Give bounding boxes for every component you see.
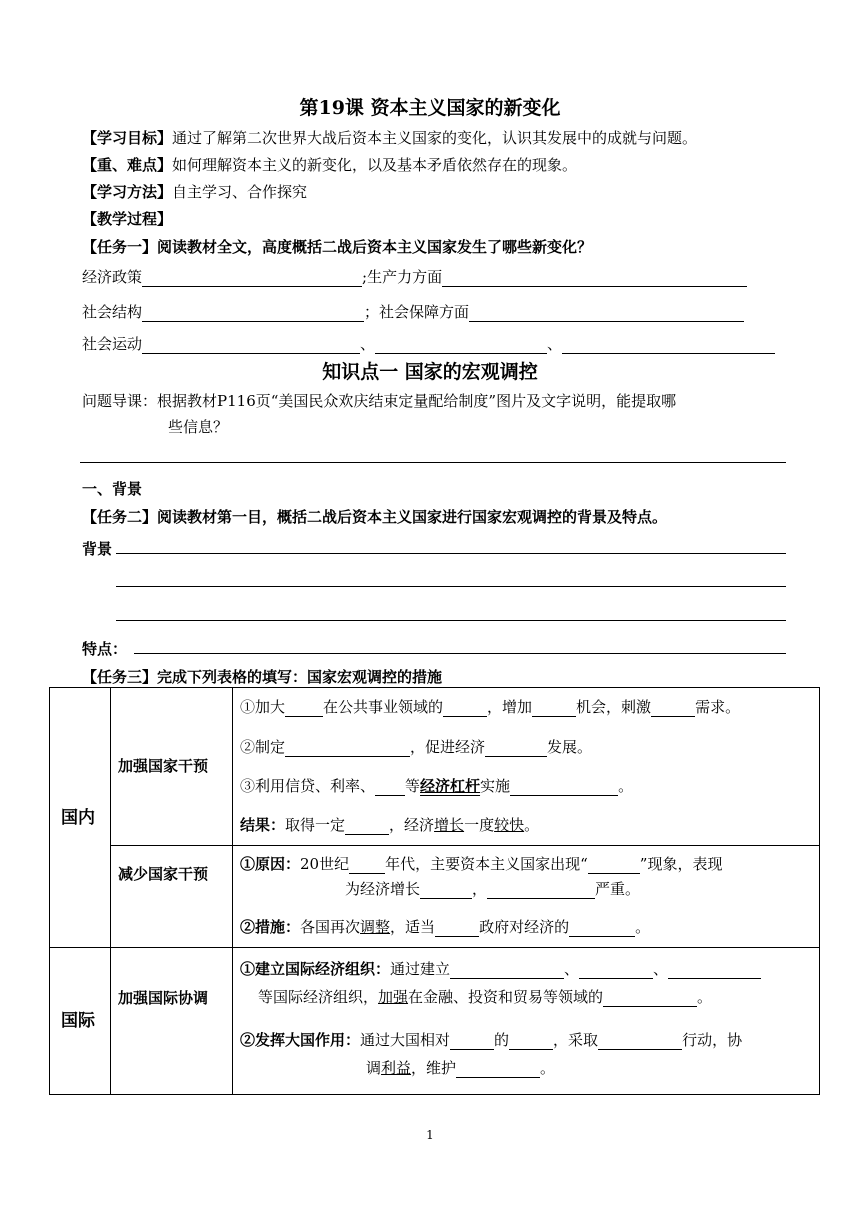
text: ②制定 (240, 738, 286, 756)
method-label: 【学习方法】 (82, 183, 173, 201)
blank[interactable] (579, 963, 653, 979)
text: 的 (494, 1031, 510, 1049)
blank[interactable] (420, 883, 472, 899)
blank[interactable] (487, 883, 595, 899)
task3-heading (82, 666, 442, 687)
social-movement-blank-1[interactable] (142, 338, 360, 354)
task3-text: 完成下列表格的填写：国家宏观调控的措施 (157, 668, 443, 686)
text: ”现象，表现 (639, 855, 723, 873)
text: ，促进经济 (410, 738, 486, 756)
key-points (82, 154, 577, 175)
text: 政府对经济的 (479, 918, 570, 936)
task1-text: 阅读教材全文，高度概括二战后资本主义国家发生了哪些新变化？ (157, 238, 593, 256)
guide-text-1: 根据教材P116页“美国民众欢庆结束定量配给制度”图片及文字说明，能提取哪 (157, 392, 677, 410)
text: ，经济 (389, 816, 435, 834)
task2-label: 【任务二】 (82, 508, 158, 526)
international-header: 国际 (61, 1011, 95, 1031)
text: ， (472, 880, 488, 898)
blank[interactable] (285, 741, 410, 757)
text: 等国际经济组织， (258, 988, 379, 1006)
section-background: 一、背景 (82, 480, 143, 498)
blank[interactable] (345, 819, 389, 835)
task1-row1 (82, 266, 747, 287)
social-security-blank[interactable] (469, 306, 744, 322)
text: 调 (366, 1059, 382, 1077)
measure-row-4 (240, 814, 539, 835)
econ-policy-blank[interactable] (142, 271, 362, 287)
task3-label: 【任务三】 (82, 668, 158, 686)
text: 通过大国相对 (360, 1031, 451, 1049)
strengthen-intervention-label: 加强国家干预 (118, 757, 209, 775)
measure-row-7 (240, 958, 761, 979)
guide-label: 问题导课： (82, 392, 158, 410)
text: 年代，主要资本主义国家出现“ (385, 855, 588, 873)
blank[interactable] (485, 741, 547, 757)
blank[interactable] (450, 963, 564, 979)
text: 实施 (480, 777, 511, 795)
text: 发展。 (547, 738, 593, 756)
text: 较快 (494, 816, 525, 834)
reduce-intervention-label: 减少国家干预 (118, 865, 209, 883)
background-blank-1[interactable] (116, 553, 786, 554)
blank[interactable] (569, 921, 635, 937)
measure-row-8b (366, 1057, 555, 1078)
blank[interactable] (435, 921, 479, 937)
key-points-text: 如何理解资本主义的新变化，以及基本矛盾依然存在的现象。 (172, 156, 578, 174)
measure-row-6 (240, 916, 650, 937)
measure-row-1 (240, 696, 740, 717)
blank[interactable] (598, 1034, 682, 1050)
blank[interactable] (651, 701, 695, 717)
blank[interactable] (285, 701, 323, 717)
blank[interactable] (509, 1034, 553, 1050)
text: 、 (653, 960, 669, 978)
learning-objectives (82, 127, 697, 148)
measures-label: ②措施： (240, 918, 301, 936)
objectives-label: 【学习目标】 (82, 129, 173, 147)
text: 增长 (434, 816, 465, 834)
table-divider (110, 687, 111, 1095)
measure-row-8 (240, 1029, 742, 1050)
table-divider (110, 845, 820, 846)
result-label: 结果： (240, 816, 286, 834)
table-divider (232, 687, 233, 1095)
measure-row-3 (240, 775, 633, 796)
text: 行动，协 (682, 1031, 743, 1049)
text: 机会，刺激 (576, 698, 652, 716)
social-structure-blank[interactable] (142, 306, 364, 322)
text: ，增加 (487, 698, 533, 716)
blank[interactable] (443, 701, 487, 717)
learning-method (82, 181, 307, 202)
social-movement-blank-2[interactable] (375, 338, 547, 354)
blank[interactable] (532, 701, 576, 717)
economic-lever-term: 经济杠杆 (420, 777, 481, 795)
method-text: 自主学习、合作探究 (172, 183, 308, 201)
task2-heading (82, 506, 667, 527)
text: 。 (697, 988, 713, 1006)
text: ①加大 (240, 698, 286, 716)
background-blank-2[interactable] (116, 586, 786, 587)
key-points-label: 【重、难点】 (82, 156, 173, 174)
text: 。 (524, 816, 540, 834)
blank[interactable] (588, 858, 640, 874)
text: 。 (635, 918, 651, 936)
text: 一度 (464, 816, 495, 834)
objectives-text: 通过了解第二次世界大战后资本主义国家的变化，认识其发展中的成就与问题。 (172, 129, 698, 147)
strengthen-coordination-label: 加强国际协调 (118, 989, 209, 1007)
text: ，适当 (390, 918, 436, 936)
task1-label: 【任务一】 (82, 238, 158, 256)
measure-row-2 (240, 736, 592, 757)
blank[interactable] (668, 963, 761, 979)
measure-row-5b (345, 878, 640, 899)
text: ，维护 (411, 1059, 457, 1077)
blank[interactable] (375, 780, 405, 796)
text: 。 (618, 777, 634, 795)
org-label: ①建立国际经济组织： (240, 960, 391, 978)
text: ③利用信贷、利率、 (240, 777, 376, 795)
measure-row-5 (240, 853, 722, 874)
domestic-header: 国内 (61, 808, 95, 828)
background-blank-3[interactable] (116, 620, 786, 621)
text: 各国再次 (300, 918, 361, 936)
productivity-blank[interactable] (442, 271, 747, 287)
text: 取得一定 (285, 816, 346, 834)
blank[interactable] (456, 1062, 540, 1078)
task1-heading (82, 236, 592, 257)
blank[interactable] (450, 1034, 494, 1050)
text: 加强 (378, 988, 409, 1006)
features-blank[interactable] (134, 653, 786, 654)
power-label: ②发挥大国作用： (240, 1031, 361, 1049)
reason-label: ①原因： (240, 855, 301, 873)
social-movement-blank-3[interactable] (562, 338, 775, 354)
econ-policy-label: 经济政策 (82, 268, 143, 286)
text: 、 (564, 960, 580, 978)
teaching-process: 【教学过程】 (82, 210, 173, 228)
blank[interactable] (510, 780, 618, 796)
guide-answer-line[interactable] (80, 462, 786, 463)
text: 等 (405, 777, 421, 795)
guide-text-2: 些信息？ (168, 418, 229, 436)
separator: 、 (360, 335, 376, 353)
page-title: 第19课 资本主义国家的新变化 (299, 97, 561, 119)
measure-row-7b (258, 986, 712, 1007)
social-movement-label: 社会运动 (82, 335, 143, 353)
blank[interactable] (603, 991, 697, 1007)
text: 为经济增长 (345, 880, 421, 898)
text: 需求。 (695, 698, 741, 716)
productivity-label: ;生产力方面 (362, 268, 443, 286)
text: ，采取 (553, 1031, 599, 1049)
task1-row3 (82, 333, 775, 354)
social-security-label: ；社会保障方面 (364, 303, 470, 321)
task1-row2 (82, 301, 744, 322)
task2-text: 阅读教材第一目，概括二战后资本主义国家进行国家宏观调控的背景及特点。 (157, 508, 668, 526)
text: 严重。 (595, 880, 641, 898)
social-structure-label: 社会结构 (82, 303, 143, 321)
background-label: 背景 (82, 540, 113, 558)
text: 在金融、投资和贸易等领域的 (408, 988, 604, 1006)
blank[interactable] (349, 858, 385, 874)
text: 在公共事业领域的 (323, 698, 444, 716)
text: 通过建立 (390, 960, 451, 978)
table-divider (49, 947, 820, 948)
text: 利益 (381, 1059, 412, 1077)
page-number: 1 (426, 1128, 434, 1142)
separator: 、 (547, 335, 563, 353)
guide-line1 (82, 390, 676, 411)
knowledge-point-1: 知识点一 国家的宏观调控 (322, 361, 538, 383)
text: 调整 (360, 918, 391, 936)
features-label: 特点： (82, 640, 128, 658)
text: 。 (540, 1059, 556, 1077)
text: 20世纪 (300, 855, 350, 873)
